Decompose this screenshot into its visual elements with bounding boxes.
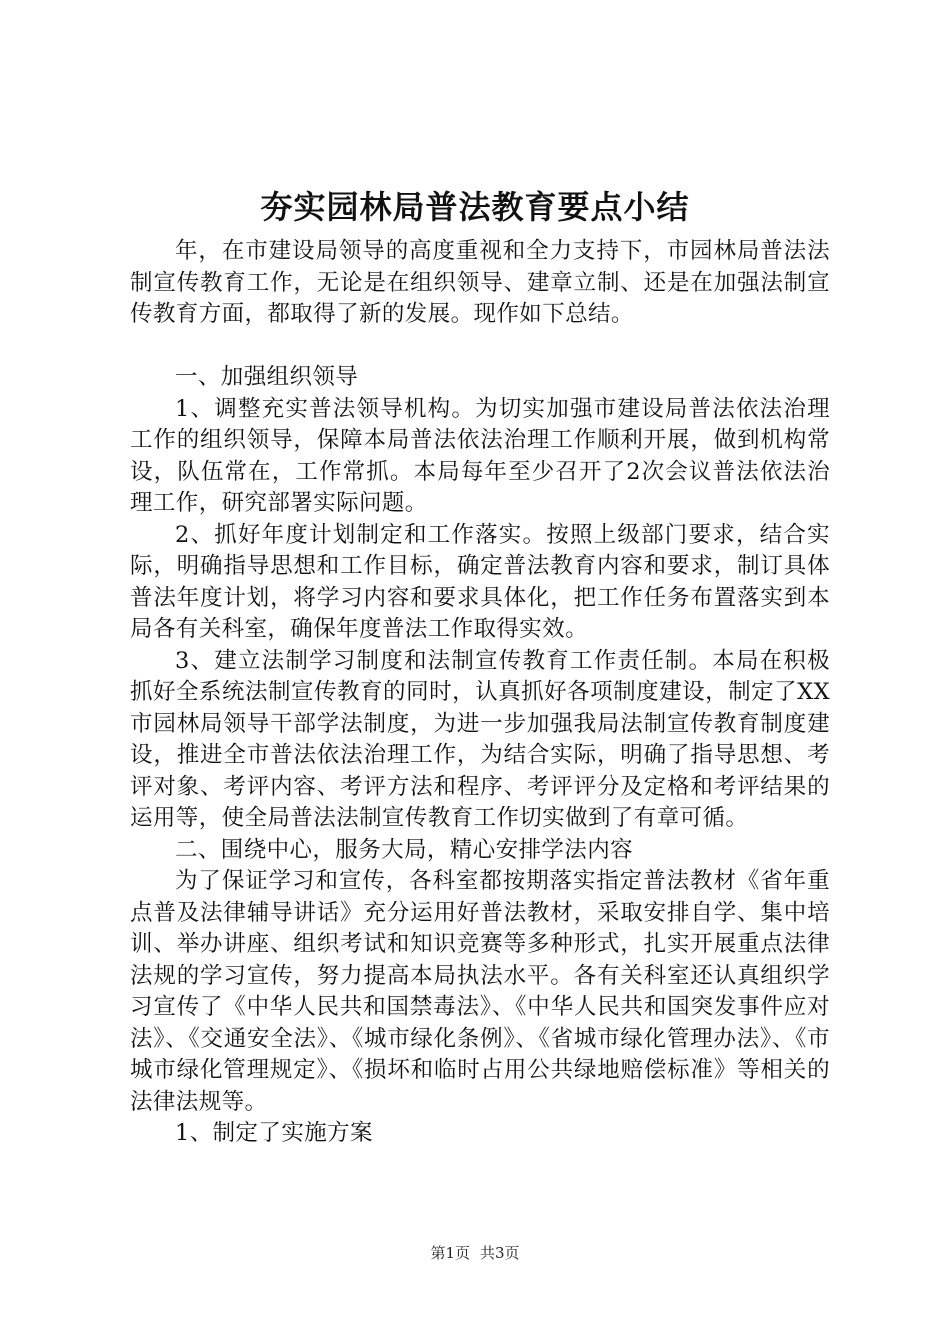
body-paragraph: 1、调整充实普法领导机构。为切实加强市建设局普法依法治理工作的组织领导，保障本局普法依法治理工作顺利开展，做到机构常设，队伍常在，工作常抓。本局每年至少召开了2次会议普法依法治理工作，研究部署实际问题。 (130, 395, 830, 516)
intro-paragraph: 年，在市建设局领导的高度重视和全力支持下，市园林局普法法制宣传教育工作，无论是在组织领导、建章立制、还是在加强法制宣传教育方面，都取得了新的发展。现作如下总结。 (130, 238, 830, 327)
page-total: 共3页 (480, 1244, 520, 1262)
page-number: 第1页 (430, 1244, 470, 1262)
section-heading-2: 二、围绕中心，服务大局，精心安排学法内容 (175, 836, 634, 863)
sub-heading: 1、制定了实施方案 (175, 1120, 373, 1146)
body-paragraph: 为了保证学习和宣传，各科室都按期落实指定普法教材《省年重点普及法律辅导讲话》充分运用好普法教材，采取安排自学、集中培训、举办讲座、组织考试和知识竞赛等多种形式，扎实开展重点法律法规的学习宣传，努力提高本局执法水平。各有关科室还认真组织学习宣传了《中华人民共和国禁毒法》、《中华人民共和国突发事件应对法》、《交通安全法》、《城市绿化条例》、《省城市绿化管理办法》、《市城市绿化管理规定》、《损坏和临时占用公共绿地赔偿标准》等相关的法律法规等。 (130, 868, 830, 1115)
section-heading-1: 一、加强组织领导 (175, 364, 359, 390)
body-paragraph: 3、建立法制学习制度和法制宣传教育工作责任制。本局在积极抓好全系统法制宣传教育的同时，认真抓好各项制度建设，制定了XX市园林局领导干部学法制度，为进一步加强我局法制宣传教育制度建设，推进全市普法依法治理工作，为结合实际，明确了指导思想、考评对象、考评内容、考评方法和程序、考评评分及定格和考评结果的运用等，使全局普法法制宣传教育工作切实做到了有章可循。 (130, 647, 830, 831)
page-footer (0, 1242, 950, 1264)
body-paragraph: 2、抓好年度计划制定和工作落实。按照上级部门要求，结合实际，明确指导思想和工作目标，确定普法教育内容和要求，制订具体普法年度计划，将学习内容和要求具体化，把工作任务布置落实到本局各有关科室，确保年度普法工作取得实效。 (130, 521, 830, 642)
document-title: 夯实园林局普法教育要点小结 (260, 188, 690, 226)
document-body (130, 236, 830, 1150)
